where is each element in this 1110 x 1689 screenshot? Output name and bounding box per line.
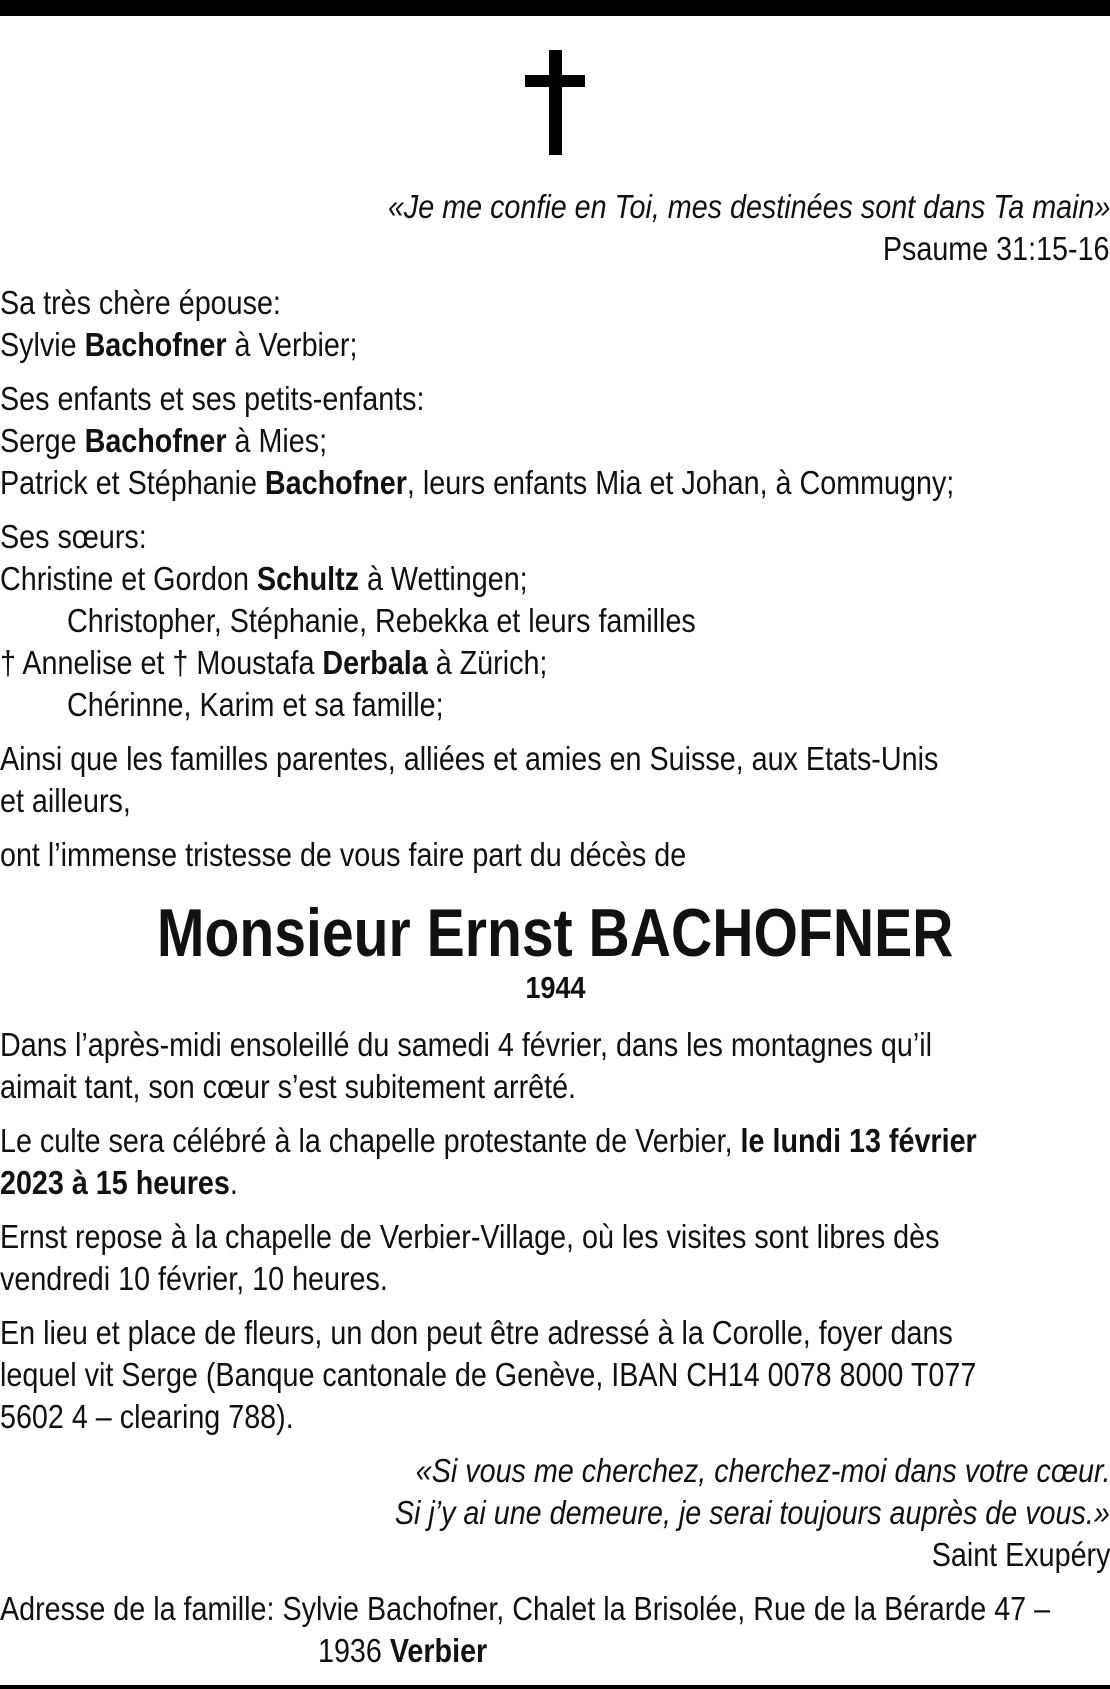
closing-quote-author: Saint Exupéry — [931, 1536, 1110, 1573]
child-line: Patrick et Stéphanie Bachofner, leurs enfants Mia et Johan, à Commugny; — [0, 464, 955, 501]
family-address-line: Adresse de la famille: Sylvie Bachofner, Chalet la Brisolée, Rue de la Bérarde 47 – — [0, 1590, 1051, 1627]
paragraph-line: 5602 4 – clearing 788). — [0, 1398, 294, 1435]
sisters-heading: Ses sœurs: — [0, 518, 147, 555]
ceremony-line: 2023 à 15 heures. — [0, 1164, 238, 1201]
deceased-name: Monsieur Ernst BACHOFNER — [156, 895, 954, 971]
closing-quote-line: «Si vous me cherchez, cherchez-moi dans votre cœur. — [415, 1452, 1110, 1489]
sister-line: † Annelise et † Moustafa Derbala à Zürich; — [0, 644, 548, 681]
paragraph-line: Dans l’après-midi ensoleillé du samedi 4 février, dans les montagnes qu’il — [0, 1026, 932, 1063]
relatives-line: et ailleurs, — [0, 782, 131, 819]
epigraph-quote: «Je me confie en Toi, mes destinées sont dans Ta main» — [387, 188, 1110, 225]
top-border-rule — [0, 0, 1110, 16]
closing-quote-line: Si j’y ai une demeure, je serai toujours auprès de vous.» — [395, 1494, 1110, 1531]
ceremony-line: Le culte sera célébré à la chapelle protestante de Verbier, le lundi 13 février — [0, 1122, 977, 1159]
paragraph-line: Ernst repose à la chapelle de Verbier-Village, où les visites sont libres dès — [0, 1218, 940, 1255]
sister-family-line: Christopher, Stéphanie, Rebekka et leurs familles — [67, 602, 696, 639]
paragraph-line: aimait tant, son cœur s’est subitement arrêté. — [0, 1068, 577, 1105]
epigraph-source: Psaume 31:15-16 — [883, 230, 1110, 267]
paragraph-line: lequel vit Serge (Banque cantonale de Genève, IBAN CH14 0078 8000 T077 — [0, 1356, 977, 1393]
paragraph-line: En lieu et place de fleurs, un don peut être adressé à la Corolle, foyer dans — [0, 1314, 953, 1351]
cross-icon — [525, 50, 585, 155]
announcement-line: ont l’immense tristesse de vous faire part du décès de — [0, 836, 687, 873]
child-line: Serge Bachofner à Mies; — [0, 422, 328, 459]
sister-family-line: Chérinne, Karim et sa famille; — [67, 686, 444, 723]
family-address-line: 1936 Verbier — [318, 1632, 488, 1669]
sister-line: Christine et Gordon Schultz à Wettingen; — [0, 560, 528, 597]
wife-heading: Sa très chère épouse: — [0, 284, 281, 321]
wife-line: Sylvie Bachofner à Verbier; — [0, 326, 358, 363]
relatives-line: Ainsi que les familles parentes, alliées et amies en Suisse, aux Etats-Unis — [0, 740, 939, 777]
birth-year: 1944 — [524, 970, 586, 1005]
paragraph-line: vendredi 10 février, 10 heures. — [0, 1260, 388, 1297]
bottom-border-rule — [0, 1685, 1110, 1689]
children-heading: Ses enfants et ses petits-enfants: — [0, 380, 425, 417]
